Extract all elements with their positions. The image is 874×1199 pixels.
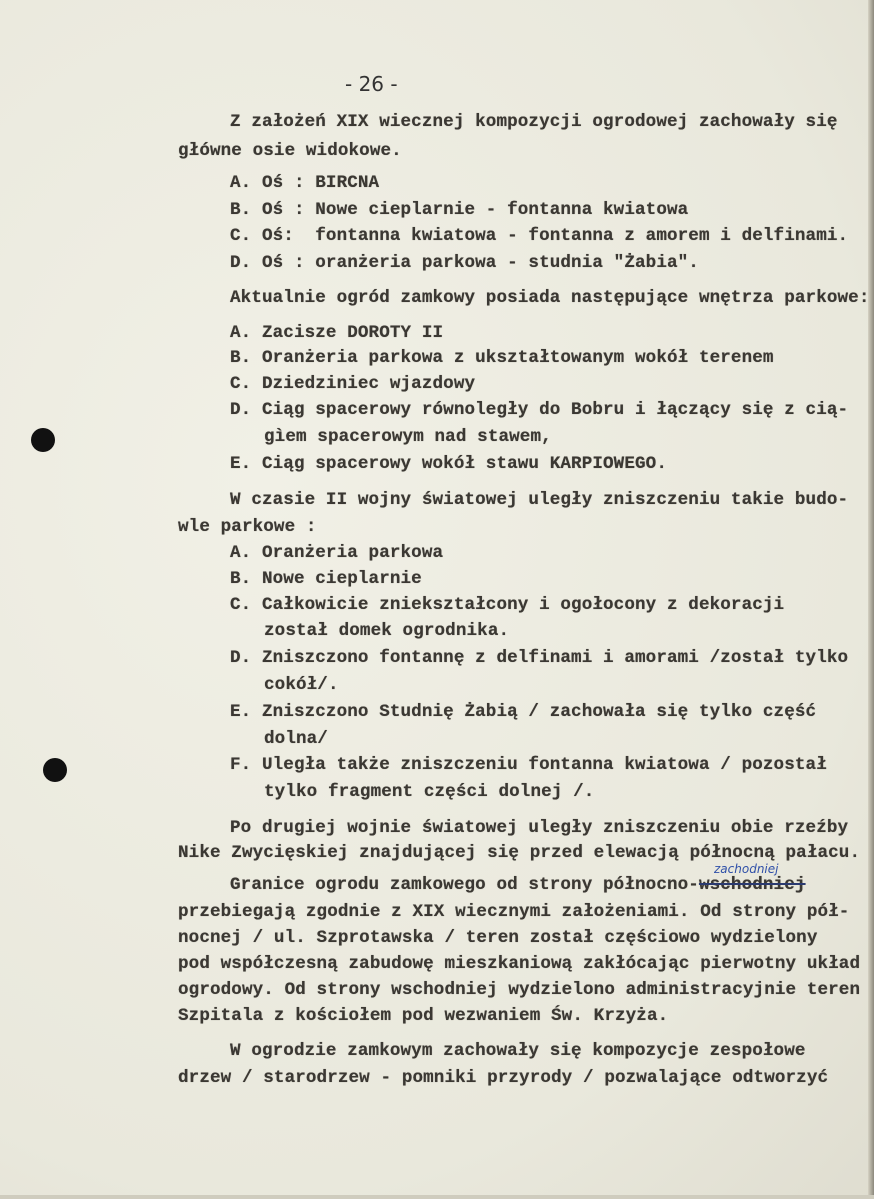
list-item: A. Zacisze DOROTY II xyxy=(230,323,444,343)
paragraph-line: Aktualnie ogród zamkowy posiada następujące wnętrza parkowe: xyxy=(230,288,870,308)
paragraph-line: główne osie widokowe. xyxy=(178,141,402,161)
list-item: C. Dziedziniec wjazdowy xyxy=(230,374,476,394)
list-item: D. Ciąg spacerowy równoległy do Bobru i łączący się z cią- xyxy=(230,400,849,420)
list-item: C. Całkowicie zniekształcony i ogołocony z dekoracji xyxy=(230,595,785,615)
list-item-continuation: został domek ogrodnika. xyxy=(264,621,510,641)
struck-word: wschodniej xyxy=(698,875,806,895)
punch-hole xyxy=(31,428,55,452)
paragraph-line: W czasie II wojny światowej uległy zniszczeniu takie budo- xyxy=(230,490,849,510)
list-item: B. Nowe cieplarnie xyxy=(230,569,422,589)
list-item-continuation: tylko fragment części dolnej /. xyxy=(264,782,595,802)
paragraph-line: ogrodowy. Od strony wschodniej wydzielono administracyjnie teren xyxy=(178,980,861,1000)
line-text: Granice ogrodu zamkowego od strony północno- xyxy=(230,875,699,895)
list-item-continuation: gìem spacerowym nad stawem, xyxy=(264,427,552,447)
handwritten-correction: zachodniej xyxy=(714,862,779,876)
list-item: C. Oś: fontanna kwiatowa - fontanna z amorem i delfinami. xyxy=(230,226,849,246)
paragraph-line: nocnej / ul. Szprotawska / teren został częściowo wydzielony xyxy=(178,928,818,948)
paragraph-line: Nike Zwycięskiej znajdującej się przed elewacją północną pałacu. xyxy=(178,843,861,863)
list-item: A. Oś : BIRCNA xyxy=(230,173,380,193)
list-item: E. Ciąg spacerowy wokół stawu KARPIOWEGO. xyxy=(230,454,667,474)
paragraph-line: pod współczesną zabudowę mieszkaniową zakłócając pierwotny układ xyxy=(178,954,861,974)
list-item-continuation: dolna/ xyxy=(264,729,328,749)
paragraph-line: Szpitala z kościołem pod wezwaniem Św. Krzyża. xyxy=(178,1006,669,1026)
punch-hole xyxy=(43,758,67,782)
list-item: B. Oranżeria parkowa z ukształtowanym wokół terenem xyxy=(230,348,774,368)
list-item: A. Oranżeria parkowa xyxy=(230,543,444,563)
paragraph-line: Po drugiej wojnie światowej uległy zniszczeniu obie rzeźby xyxy=(230,818,849,838)
list-item: B. Oś : Nowe cieplarnie - fontanna kwiatowa xyxy=(230,200,689,220)
paragraph-line: W ogrodzie zamkowym zachowały się kompozycje zespołowe xyxy=(230,1041,806,1061)
paragraph-line xyxy=(230,875,806,895)
list-item: F. Uległa także zniszczeniu fontanna kwiatowa / pozostał xyxy=(230,755,827,775)
paragraph-line: drzew / starodrzew - pomniki przyrody / pozwalające odtworzyć xyxy=(178,1068,829,1088)
list-item: E. Zniszczono Studnię Żabią / zachowała się tylko część xyxy=(230,702,817,722)
paragraph-line: Z założeń XIX wiecznej kompozycji ogrodowej zachowały się xyxy=(230,112,838,132)
page-number: - 26 - xyxy=(345,72,398,96)
paragraph-line: przebiegają zgodnie z XIX wiecznymi założeniami. Od strony pół- xyxy=(178,902,850,922)
list-item-continuation: cokół/. xyxy=(264,675,339,695)
paper-bottom-edge xyxy=(0,1195,874,1199)
list-item: D. Zniszczono fontannę z delfinami i amorami /został tylko xyxy=(230,648,849,668)
list-item: D. Oś : oranżeria parkowa - studnia "Żabia". xyxy=(230,253,699,273)
paragraph-line: wle parkowe : xyxy=(178,517,317,537)
paper-edge xyxy=(868,0,874,1199)
